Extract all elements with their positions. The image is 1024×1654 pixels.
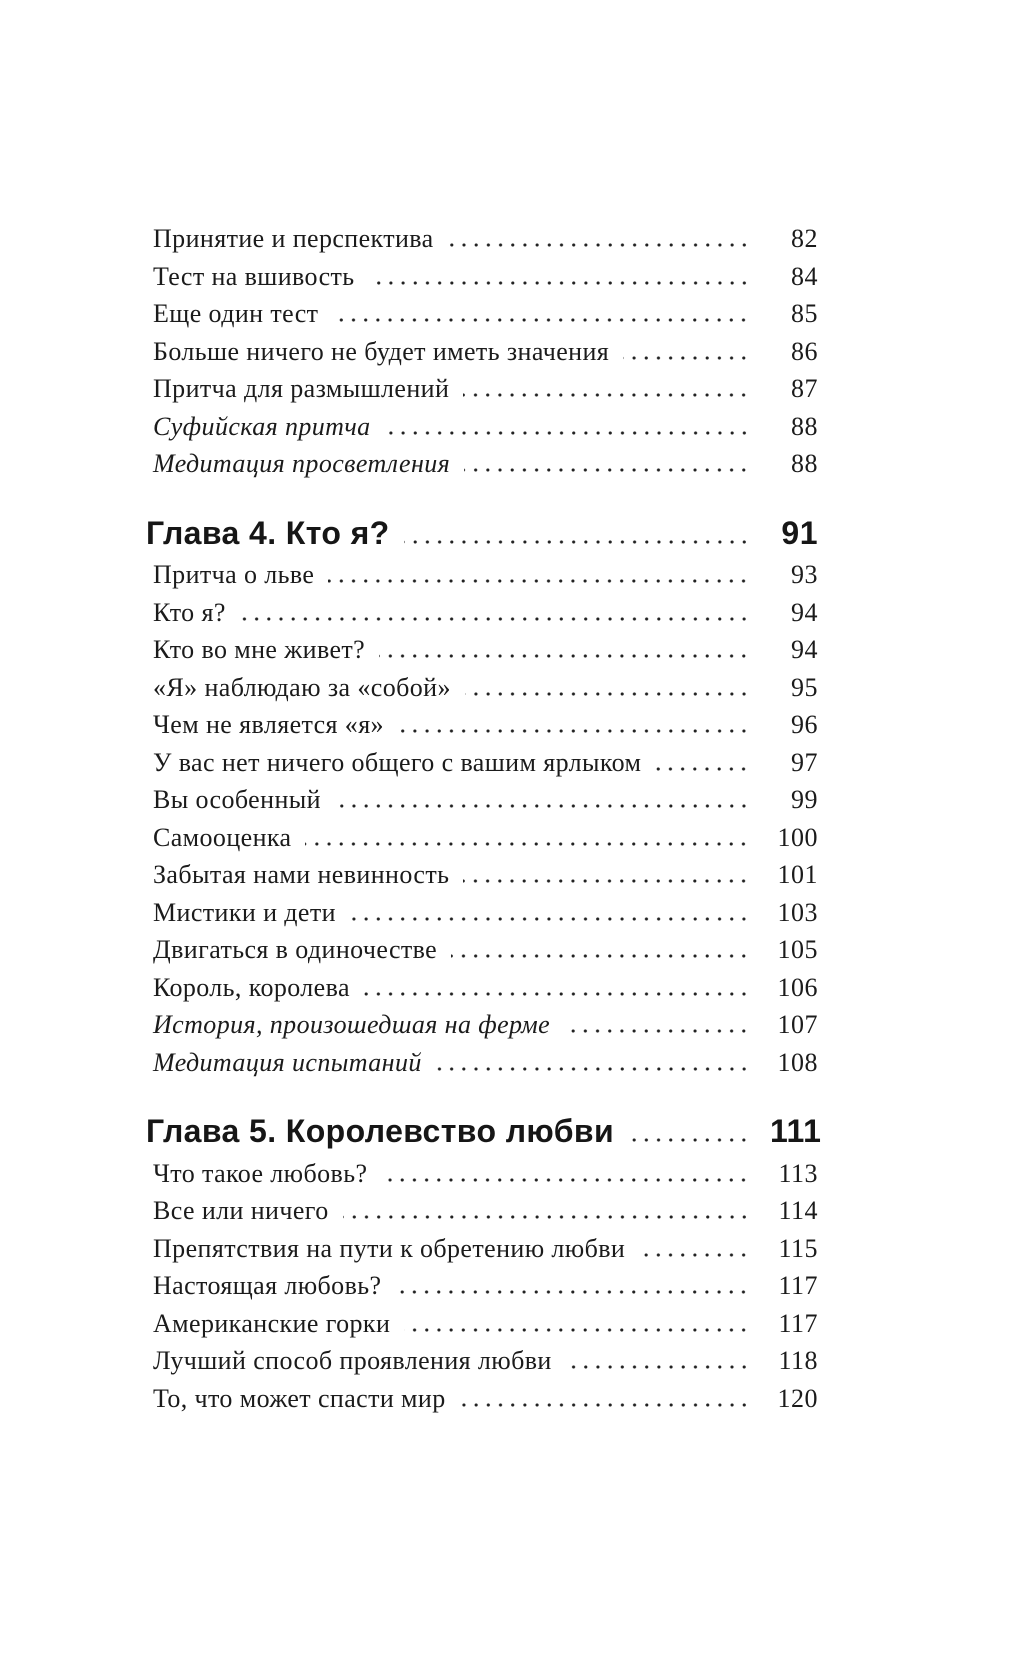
toc-entry-page-number: 88 [791, 411, 818, 441]
toc-entry [146, 631, 818, 669]
toc-entry [146, 669, 818, 707]
toc-entry-title: Медитация испытаний [153, 1047, 422, 1077]
toc-entry-title: Чем не является «я» [153, 710, 384, 739]
toc-entry-page-number: 118 [778, 1346, 818, 1375]
dot-leader [343, 1215, 750, 1219]
dot-leader [240, 617, 750, 621]
toc-entry-page-number: 103 [777, 897, 818, 927]
toc-entry [146, 408, 818, 446]
toc-entry-page-number: 100 [777, 822, 818, 852]
toc-entry-page-number: 87 [791, 374, 818, 403]
dot-leader [436, 1067, 750, 1071]
toc-entry [146, 1192, 818, 1230]
toc-entry-page-number: 114 [778, 1196, 818, 1225]
dot-leader [564, 1029, 750, 1033]
toc-entry [146, 744, 818, 782]
dot-leader [655, 767, 750, 771]
toc-entry-title: Мистики и дети [153, 897, 336, 927]
toc-entry-title: Притча о льве [153, 560, 315, 589]
toc-entry-title: Двигаться в одиночестве [153, 935, 438, 964]
toc-entry [146, 931, 818, 969]
dot-leader [381, 1178, 750, 1182]
dot-leader [448, 243, 750, 247]
toc-entry-title: Король, королева [153, 972, 350, 1002]
toc-entry-title: История, произошедшая на ферме [153, 1010, 551, 1039]
dot-leader [463, 393, 750, 397]
toc-entry-title: У вас нет ничего общего с вашим ярлыком [153, 747, 642, 777]
chapter-page-number: 91 [781, 514, 818, 551]
dot-leader [404, 540, 750, 544]
toc-entry-page-number: 85 [791, 299, 818, 328]
toc-entry [146, 258, 818, 296]
dot-leader [463, 879, 750, 883]
toc-entry-page-number: 82 [791, 224, 818, 253]
toc-entry-page-number: 106 [777, 972, 818, 1002]
toc-entry-page-number: 96 [791, 710, 818, 739]
toc-entry-page-number: 105 [777, 935, 818, 964]
toc-entry [146, 594, 818, 632]
toc-entry-title: Медитация просветления [153, 449, 451, 478]
dot-leader [451, 954, 750, 958]
toc-entry [146, 1006, 818, 1044]
toc-entry [146, 1230, 818, 1268]
toc-entry-title: Суфийская притча [153, 411, 371, 441]
toc-entry [146, 1044, 818, 1082]
toc-entry-title: Лучший способ проявления любви [153, 1346, 552, 1375]
toc-entry-page-number: 117 [778, 1271, 818, 1300]
dot-leader [305, 842, 750, 846]
toc-entry [146, 370, 818, 408]
toc-entry [146, 1267, 818, 1305]
toc-entry [146, 333, 818, 371]
dot-leader [465, 692, 750, 696]
dot-leader [395, 1290, 750, 1294]
toc-entry [146, 969, 818, 1007]
toc-entry-title: Тест на вшивость [153, 261, 355, 291]
toc-entry-page-number: 86 [791, 336, 818, 366]
toc-entry-page-number: 107 [777, 1010, 818, 1039]
dot-leader [385, 431, 750, 435]
dot-leader [404, 1328, 750, 1332]
toc-entry-title: Препятствия на пути к обретению любви [153, 1233, 626, 1263]
toc-entry [146, 819, 818, 857]
toc-entry-page-number: 101 [777, 860, 818, 889]
toc-entry-title: Вы особенный [153, 785, 321, 814]
dot-leader [464, 468, 750, 472]
toc-entry-title: То, что может спасти мир [153, 1383, 446, 1413]
chapter-page-number: 111 [770, 1113, 822, 1149]
toc-entry-page-number: 97 [791, 747, 818, 777]
dot-leader [628, 1138, 750, 1142]
dot-leader [332, 318, 750, 322]
toc-chapter-heading [146, 513, 818, 553]
toc-entry-title: Американские горки [153, 1308, 391, 1338]
toc-entry-page-number: 94 [791, 597, 818, 627]
toc-entry-page-number: 94 [791, 635, 818, 664]
dot-leader [369, 281, 750, 285]
toc-entry [146, 1342, 818, 1380]
toc-entry-title: Самооценка [153, 822, 292, 852]
toc-entry [146, 220, 818, 258]
table-of-contents [146, 0, 822, 1417]
dot-leader [398, 729, 750, 733]
toc-entry-page-number: 99 [791, 785, 818, 814]
dot-leader [623, 356, 750, 360]
toc-entry [146, 295, 818, 333]
toc-entry-title: Что такое любовь? [153, 1158, 368, 1188]
chapter-title: Глава 4. Кто я? [146, 514, 390, 551]
toc-entry-title: Принятие и перспектива [153, 224, 434, 253]
chapter-title: Глава 5. Королевство любви [146, 1113, 615, 1149]
toc-entry-title: Все или ничего [153, 1196, 329, 1225]
toc-entry-title: Еще один тест [153, 299, 319, 328]
dot-leader [328, 579, 750, 583]
toc-entry-page-number: 120 [777, 1383, 818, 1413]
toc-entry-title: Забытая нами невинность [153, 860, 450, 889]
toc-entry-page-number: 115 [778, 1233, 818, 1263]
toc-entry-title: Больше ничего не будет иметь значения [153, 336, 610, 366]
toc-entry [146, 856, 818, 894]
dot-leader [566, 1365, 750, 1369]
toc-entry-title: Кто во мне живет? [153, 635, 366, 664]
toc-entry-page-number: 113 [778, 1158, 818, 1188]
toc-chapter-heading [146, 1111, 822, 1151]
toc-entry [146, 556, 818, 594]
dot-leader [335, 804, 750, 808]
dot-leader [639, 1253, 750, 1257]
toc-entry-page-number: 93 [791, 560, 818, 589]
toc-entry-page-number: 88 [791, 449, 818, 478]
toc-entry-title: Настоящая любовь? [153, 1271, 382, 1300]
toc-entry-title: Притча для размышлений [153, 374, 450, 403]
toc-entry-page-number: 84 [791, 261, 818, 291]
toc-entry [146, 1155, 818, 1193]
toc-entry-page-number: 117 [778, 1308, 818, 1338]
toc-entry [146, 1380, 818, 1418]
dot-leader [379, 654, 750, 658]
toc-entry-page-number: 108 [777, 1047, 818, 1077]
toc-entry [146, 781, 818, 819]
dot-leader [350, 917, 750, 921]
toc-entry-title: Кто я? [153, 597, 226, 627]
toc-entry [146, 445, 818, 483]
toc-entry-page-number: 95 [791, 672, 818, 702]
dot-leader [364, 992, 750, 996]
toc-entry [146, 894, 818, 932]
dot-leader [460, 1403, 750, 1407]
toc-entry-title: «Я» наблюдаю за «собой» [153, 672, 451, 702]
toc-entry [146, 706, 818, 744]
toc-entry [146, 1305, 818, 1343]
